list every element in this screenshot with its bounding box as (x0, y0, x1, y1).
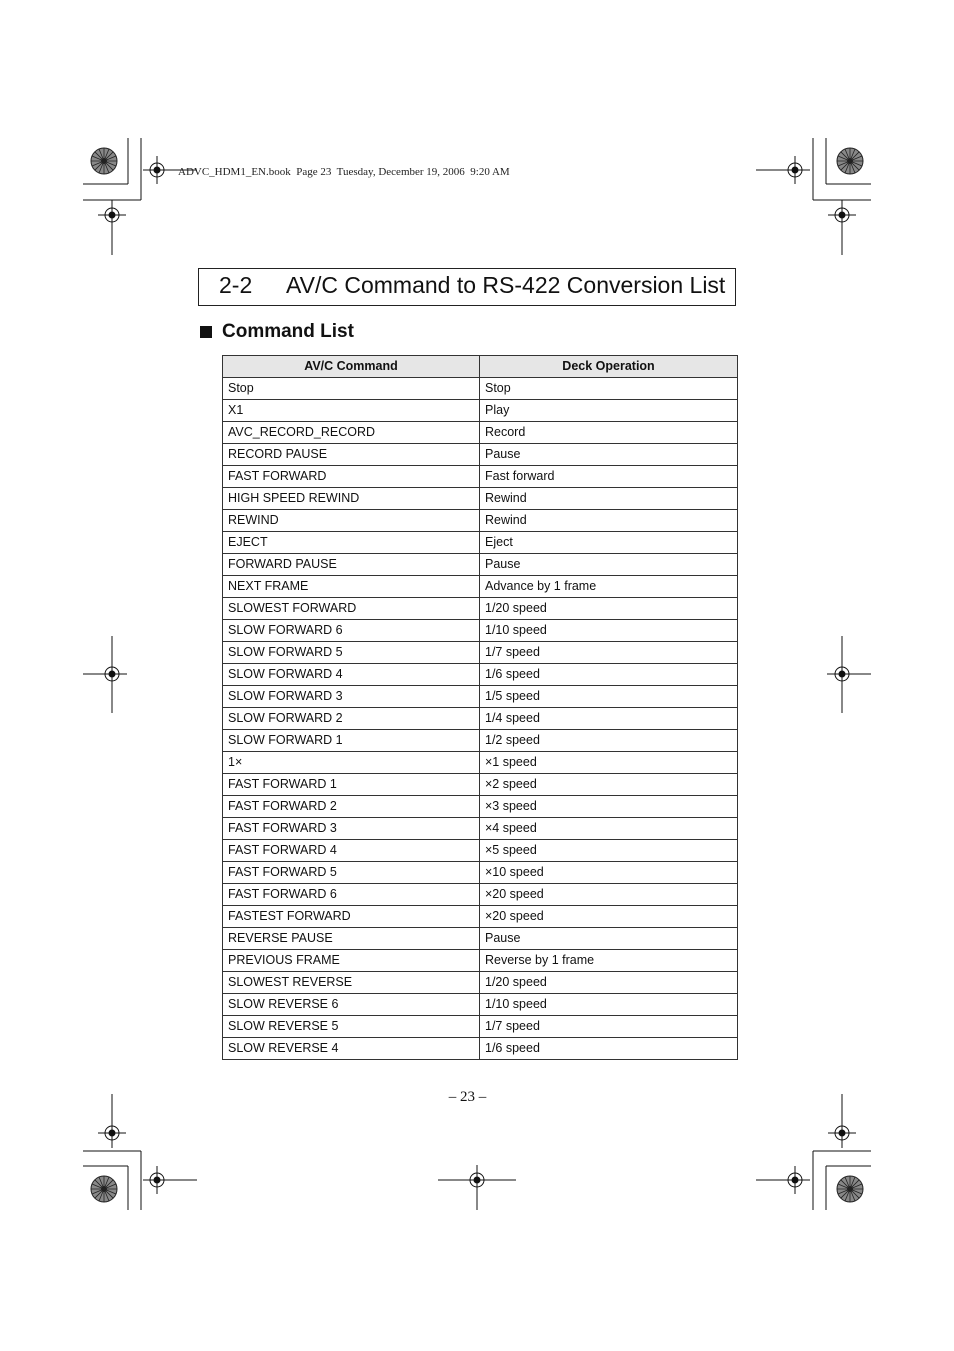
deck-operation-cell: Reverse by 1 frame (480, 950, 738, 972)
deck-operation-cell: ×5 speed (480, 840, 738, 862)
section-title: AV/C Command to RS-422 Conversion List (286, 272, 726, 298)
deck-operation-cell: Pause (480, 928, 738, 950)
avc-command-cell: FAST FORWARD 4 (223, 840, 480, 862)
table-row (223, 730, 738, 752)
avc-command-cell: SLOW FORWARD 6 (223, 620, 480, 642)
starburst-mark-icon (837, 148, 863, 174)
deck-operation-cell: Fast forward (480, 466, 738, 488)
table-row (223, 796, 738, 818)
avc-command-cell: SLOW FORWARD 4 (223, 664, 480, 686)
table-row (223, 862, 738, 884)
avc-command-cell: SLOW REVERSE 6 (223, 994, 480, 1016)
deck-operation-cell: 1/7 speed (480, 642, 738, 664)
deck-operation-cell: 1/4 speed (480, 708, 738, 730)
table-row (223, 642, 738, 664)
table-row (223, 488, 738, 510)
table-row (223, 928, 738, 950)
table-row (223, 554, 738, 576)
avc-command-cell: SLOWEST FORWARD (223, 598, 480, 620)
deck-operation-cell: 1/6 speed (480, 664, 738, 686)
avc-command-cell: 1× (223, 752, 480, 774)
section-title-box (198, 268, 736, 306)
table-row (223, 444, 738, 466)
deck-operation-cell: Rewind (480, 488, 738, 510)
table-row (223, 532, 738, 554)
table-row (223, 818, 738, 840)
command-table (222, 355, 738, 1060)
avc-command-cell: FAST FORWARD (223, 466, 480, 488)
avc-command-cell: FAST FORWARD 6 (223, 884, 480, 906)
deck-operation-cell: Rewind (480, 510, 738, 532)
subsection-heading (200, 321, 354, 343)
page-number: – 23 – (448, 1089, 487, 1105)
table-row (223, 906, 738, 928)
avc-command-cell: NEXT FRAME (223, 576, 480, 598)
table-row (223, 378, 738, 400)
square-bullet-icon (200, 326, 212, 338)
table-row (223, 686, 738, 708)
table-row (223, 708, 738, 730)
table-row (223, 994, 738, 1016)
avc-command-cell: REVERSE PAUSE (223, 928, 480, 950)
deck-operation-cell: ×4 speed (480, 818, 738, 840)
deck-operation-cell: Pause (480, 444, 738, 466)
column-header-avc-command: AV/C Command (223, 356, 480, 378)
starburst-mark-icon (837, 1176, 863, 1202)
section-number: 2-2 (219, 272, 253, 298)
avc-command-cell: FORWARD PAUSE (223, 554, 480, 576)
table-row (223, 1016, 738, 1038)
deck-operation-cell: 1/10 speed (480, 620, 738, 642)
deck-operation-cell: 1/6 speed (480, 1038, 738, 1060)
deck-operation-cell: Play (480, 400, 738, 422)
avc-command-cell: RECORD PAUSE (223, 444, 480, 466)
table-row (223, 972, 738, 994)
table-row (223, 950, 738, 972)
avc-command-cell: SLOW FORWARD 3 (223, 686, 480, 708)
avc-command-cell: SLOWEST REVERSE (223, 972, 480, 994)
table-row (223, 576, 738, 598)
avc-command-cell: REWIND (223, 510, 480, 532)
deck-operation-cell: ×20 speed (480, 884, 738, 906)
avc-command-cell: FAST FORWARD 1 (223, 774, 480, 796)
deck-operation-cell: ×2 speed (480, 774, 738, 796)
avc-command-cell: Stop (223, 378, 480, 400)
deck-operation-cell: Stop (480, 378, 738, 400)
avc-command-cell: SLOW FORWARD 1 (223, 730, 480, 752)
table-row (223, 422, 738, 444)
table-row (223, 620, 738, 642)
deck-operation-cell: ×10 speed (480, 862, 738, 884)
table-header-row (223, 356, 738, 378)
avc-command-cell: PREVIOUS FRAME (223, 950, 480, 972)
avc-command-cell: HIGH SPEED REWIND (223, 488, 480, 510)
deck-operation-cell: ×1 speed (480, 752, 738, 774)
table-row (223, 752, 738, 774)
avc-command-cell: FASTEST FORWARD (223, 906, 480, 928)
table-row (223, 884, 738, 906)
deck-operation-cell: ×3 speed (480, 796, 738, 818)
table-row (223, 510, 738, 532)
deck-operation-cell: 1/10 speed (480, 994, 738, 1016)
table-row (223, 400, 738, 422)
avc-command-cell: SLOW REVERSE 5 (223, 1016, 480, 1038)
table-row (223, 598, 738, 620)
table-row (223, 774, 738, 796)
avc-command-cell: EJECT (223, 532, 480, 554)
table-row (223, 466, 738, 488)
avc-command-cell: SLOW FORWARD 2 (223, 708, 480, 730)
deck-operation-cell: 1/20 speed (480, 598, 738, 620)
starburst-mark-icon (91, 148, 117, 174)
command-table-body (223, 378, 738, 1060)
deck-operation-cell: 1/7 speed (480, 1016, 738, 1038)
deck-operation-cell: Pause (480, 554, 738, 576)
subsection-heading-text: Command List (222, 321, 354, 342)
deck-operation-cell: 1/2 speed (480, 730, 738, 752)
table-row (223, 1038, 738, 1060)
deck-operation-cell: Advance by 1 frame (480, 576, 738, 598)
avc-command-cell: FAST FORWARD 5 (223, 862, 480, 884)
avc-command-cell: SLOW REVERSE 4 (223, 1038, 480, 1060)
deck-operation-cell: 1/20 speed (480, 972, 738, 994)
table-row (223, 840, 738, 862)
avc-command-cell: AVC_RECORD_RECORD (223, 422, 480, 444)
avc-command-cell: X1 (223, 400, 480, 422)
avc-command-cell: FAST FORWARD 3 (223, 818, 480, 840)
deck-operation-cell: 1/5 speed (480, 686, 738, 708)
deck-operation-cell: Eject (480, 532, 738, 554)
avc-command-cell: SLOW FORWARD 5 (223, 642, 480, 664)
deck-operation-cell: Record (480, 422, 738, 444)
avc-command-cell: FAST FORWARD 2 (223, 796, 480, 818)
starburst-mark-icon (91, 1176, 117, 1202)
print-header-line: ADVC_HDM1_EN.book Page 23 Tuesday, December 19, 2006 9:20 AM (178, 166, 510, 178)
column-header-deck-operation: Deck Operation (480, 356, 738, 378)
table-row (223, 664, 738, 686)
deck-operation-cell: ×20 speed (480, 906, 738, 928)
